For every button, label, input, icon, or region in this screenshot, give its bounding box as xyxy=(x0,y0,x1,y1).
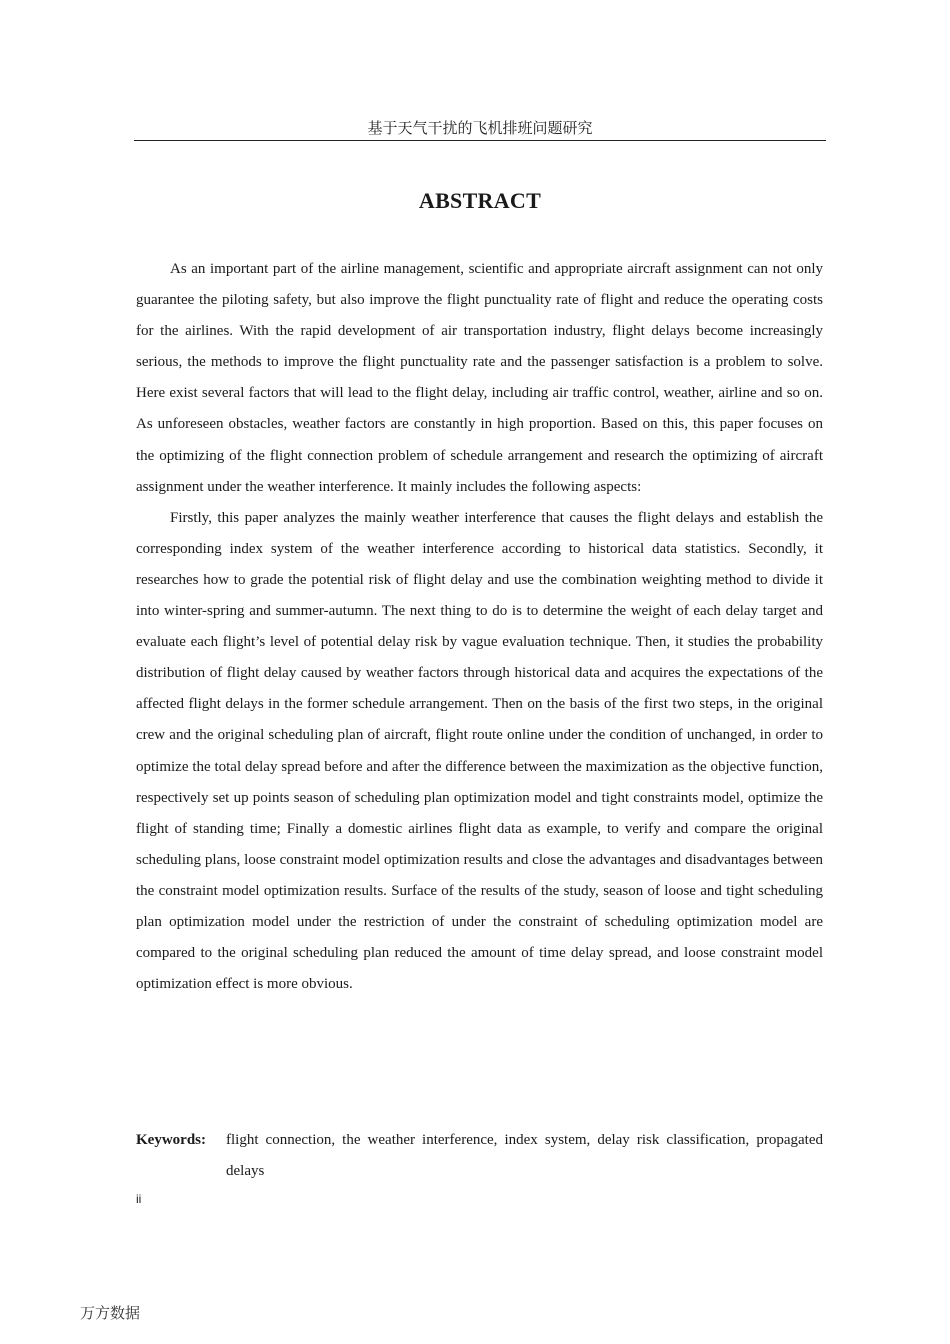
page-number: ii xyxy=(136,1192,142,1206)
keywords-label: Keywords: xyxy=(136,1132,206,1148)
abstract-title: ABSTRACT xyxy=(418,188,542,213)
abstract-paragraph-2: Firstly, this paper analyzes the mainly weather interference that causes the flight delays and establish the corresponding index system of the weather interference according to historical data statistics. Secondly, it researches how to grade the potential risk of flight delay and use the combination weighting method to divide it into winter-spring and summer-autumn. The next thing to do is to determine the weight of each delay target and evaluate each flight’s level of potential delay risk by vague evaluation technique. Then, it studies the probability distribution of flight delay caused by weather factors through historical data and acquires the expectations of the affected flight delays in the former schedule arrangement. Then on the basis of the first two steps, in the original crew and the original scheduling plan of aircraft, flight route online under the condition of unchanged, in order to optimize the total delay spread before and after the difference between the maximization as the objective function, respectively set up points season of scheduling plan optimization model and tight constraints model, optimize the flight of standing time; Finally a domestic airlines flight data as example, to verify and compare the original scheduling plans, loose constraint model optimization results and close the advantages and disadvantages between the constraint model optimization results. Surface of the results of the study, season of loose and tight scheduling plan optimization model under the restriction of under the constraint of scheduling optimization model are compared to the original scheduling plan reduced the amount of time delay spread, and loose constraint model optimization effect is more obvious. xyxy=(136,509,823,993)
header-rule xyxy=(134,140,826,141)
keywords xyxy=(136,1125,823,1187)
watermark: 万方数据 xyxy=(80,1304,141,1322)
abstract-paragraph-1: As an important part of the airline management, scientific and appropriate aircraft assignment can not only guarantee the piloting safety, but also improve the flight punctuality rate of flight and reduce the operating costs for the airlines. With the rapid development of air transportation industry, flight delays become increasingly serious, the methods to improve the flight punctuality rate and the passenger satisfaction is a problem to solve. Here exist several factors that will lead to the flight delay, including air traffic control, weather, airline and so on. As unforeseen obstacles, weather factors are constantly in high proportion. Based on this, this paper focuses on the optimizing of the flight connection problem of schedule arrangement and research the optimizing of aircraft assignment under the weather interference. It mainly includes the following aspects: xyxy=(136,261,823,495)
keywords-text: flight connection, the weather interference, index system, delay risk classification, propagated delays xyxy=(226,1132,823,1179)
running-header-title: 基于天气干扰的飞机排班问题研究 xyxy=(367,119,593,137)
abstract-body xyxy=(136,254,823,1000)
